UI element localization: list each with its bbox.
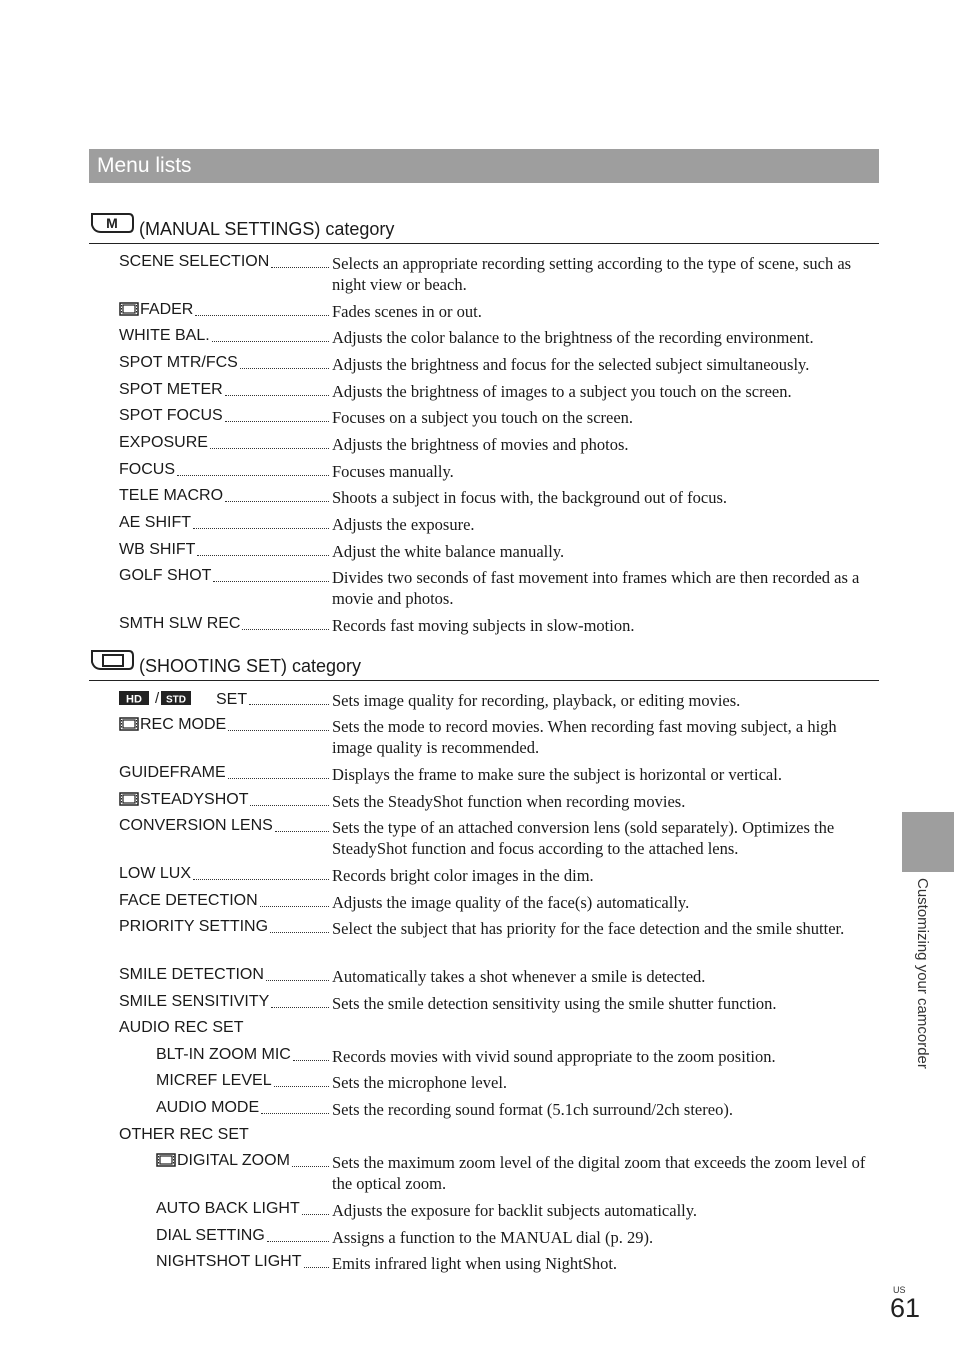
menu-item-description: Assigns a function to the MANUAL dial (p. 29).: [332, 1228, 654, 1247]
dot-leader: [304, 1267, 329, 1268]
svg-text:HD: HD: [126, 693, 142, 706]
menu-item-label-text: SPOT METER: [119, 381, 223, 398]
dot-leader: [225, 421, 329, 422]
menu-item-description: Sets the type of an attached conversion lens (sold separately). Optimizes the SteadyShot function and focus according to the attached lens.: [332, 818, 835, 858]
menu-item-description: Divides two seconds of fast movement into frames which are then recorded as a movie and photos.: [332, 568, 860, 608]
shooting-set-heading: [89, 648, 879, 681]
dot-leader: [240, 368, 329, 369]
side-tab: [902, 812, 954, 872]
dot-leader: [195, 315, 329, 316]
film-icon: [119, 717, 139, 736]
menu-item-description: Sets the maximum zoom level of the digital zoom that exceeds the zoom level of the optical zoom.: [332, 1153, 866, 1193]
menu-item-description: Adjusts the image quality of the face(s) automatically.: [332, 893, 690, 912]
menu-item-label: [119, 301, 193, 321]
menu-item-description: Sets the microphone level.: [332, 1073, 508, 1092]
menu-item-description: Sets the smile detection sensitivity using the smile shutter function.: [332, 994, 777, 1013]
manual-settings-heading: [89, 211, 879, 244]
menu-item-label: [119, 892, 258, 910]
menu-item-label: [119, 615, 240, 633]
film-icon: [156, 1153, 176, 1167]
menu-item-label: [119, 407, 223, 425]
menu-item-label-text: SPOT FOCUS: [119, 407, 223, 424]
menu-item-description: Select the subject that has priority for the face detection and the smile shutter.: [332, 919, 845, 938]
menu-item-description: Sets the SteadyShot function when recording movies.: [332, 792, 686, 811]
menu-item-description: Records fast moving subjects in slow-motion.: [332, 616, 635, 635]
menu-item-label: [119, 567, 211, 585]
menu-item-label-text: SMILE SENSITIVITY: [119, 993, 270, 1010]
menu-item-label-text: BLT-IN ZOOM MIC: [156, 1046, 291, 1063]
menu-item-label: [119, 690, 247, 711]
audio-rec-set-heading: AUDIO REC SET: [119, 1019, 244, 1036]
menu-item-label: [119, 918, 268, 936]
section-title: Menu lists: [97, 154, 192, 177]
menu-item-label-text: SCENE SELECTION: [119, 253, 270, 270]
menu-item-label-text: DIAL SETTING: [156, 1227, 265, 1244]
menu-item-description: Focuses on a subject you touch on the screen.: [332, 408, 634, 427]
hd-std-icon: [119, 690, 215, 706]
menu-item-description: Emits infrared light when using NightShot.: [332, 1254, 618, 1273]
menu-item-label: [119, 381, 223, 399]
menu-item-label-text: FOCUS: [119, 461, 175, 478]
section-title-bar: [89, 149, 879, 183]
dot-leader: [228, 778, 329, 779]
dot-leader: [197, 555, 329, 556]
film-icon: [119, 792, 139, 806]
menu-item-label: [119, 993, 269, 1011]
dot-leader: [302, 1214, 329, 1215]
menu-item-description: Adjust the white balance manually.: [332, 542, 565, 561]
menu-item-label: [119, 865, 191, 883]
menu-item-label-text: AE SHIFT: [119, 514, 192, 531]
menu-item-label-text: TELE MACRO: [119, 487, 224, 504]
menu-item-label-text: WHITE BAL.: [119, 327, 210, 344]
dot-leader: [275, 831, 329, 832]
menu-item-label: [119, 966, 264, 984]
dot-leader: [274, 1086, 329, 1087]
menu-item-description: Adjusts the color balance to the brightness of the recording environment.: [332, 328, 814, 347]
menu-item-label: [156, 1152, 290, 1172]
menu-item-label: [119, 253, 269, 271]
film-icon: [119, 717, 139, 731]
dot-leader: [210, 448, 329, 449]
page-number: 61: [890, 1293, 921, 1323]
dot-leader: [292, 1166, 329, 1167]
other-rec-set-heading: OTHER REC SET: [119, 1126, 249, 1143]
dot-leader: [225, 501, 329, 502]
dot-leader: [193, 528, 329, 529]
film-icon: [119, 302, 139, 321]
menu-item-description: Selects an appropriate recording setting according to the type of scene, such as night view or beach.: [332, 254, 852, 294]
dot-leader: [266, 980, 329, 981]
film-icon: [119, 302, 139, 316]
menu-item-label: [156, 1200, 300, 1218]
menu-item-description: Adjusts the exposure.: [332, 515, 475, 534]
menu-item-label-text: STEADYSHOT: [140, 791, 249, 808]
svg-text:STD: STD: [166, 694, 186, 706]
menu-item-label-text: LOW LUX: [119, 865, 192, 882]
menu-item-label-text: SMTH SLW REC: [119, 615, 241, 632]
menu-item-label: [119, 434, 208, 452]
menu-item-label-text: PRIORITY SETTING: [119, 918, 269, 935]
svg-text:M: M: [106, 215, 118, 231]
menu-item-description: Adjusts the brightness of movies and photos.: [332, 435, 629, 454]
dot-leader: [177, 475, 329, 476]
dot-leader: [270, 932, 329, 933]
menu-item-label: [119, 514, 191, 532]
dot-leader: [250, 805, 329, 806]
menu-item-description: Fades scenes in or out.: [332, 302, 482, 321]
dot-leader: [193, 879, 329, 880]
dot-leader: [213, 581, 329, 582]
menu-item-label-text: MICREF LEVEL: [156, 1072, 272, 1089]
manual-heading-text: (MANUAL SETTINGS) category: [139, 219, 395, 239]
menu-item-label-text: AUDIO MODE: [156, 1099, 260, 1116]
menu-item-label-text: AUTO BACK LIGHT: [156, 1200, 300, 1217]
menu-item-label: [119, 764, 226, 782]
menu-item-description: Displays the frame to make sure the subject is horizontal or vertical.: [332, 765, 782, 784]
film-icon: [156, 1153, 176, 1172]
menu-item-label-text: NIGHTSHOT LIGHT: [156, 1253, 302, 1270]
menu-item-label: [119, 817, 273, 835]
menu-item-label: [119, 487, 223, 505]
menu-item-label: [119, 354, 238, 372]
menu-item-label-text: FADER: [140, 301, 194, 318]
menu-item-label-text: WB SHIFT: [119, 541, 196, 558]
menu-item-label-text: SMILE DETECTION: [119, 966, 264, 983]
dot-leader: [271, 1007, 329, 1008]
dot-leader: [271, 267, 329, 268]
menu-item-label-text: SPOT MTR/FCS: [119, 354, 238, 371]
menu-item-description: Adjusts the brightness and focus for the selected subject simultaneously.: [332, 355, 810, 374]
menu-item-description: Sets the mode to record movies. When recording fast moving subject, a high image quality is recommended.: [332, 717, 837, 757]
dot-leader: [267, 1241, 329, 1242]
dot-leader: [242, 629, 329, 630]
menu-item-label: [156, 1253, 302, 1271]
menu-item-label: [156, 1072, 272, 1090]
film-icon: [119, 792, 139, 811]
menu-item-description: Sets image quality for recording, playback, or editing movies.: [332, 691, 741, 710]
menu-item-label: [119, 461, 175, 479]
menu-item-label: [156, 1099, 259, 1117]
menu-item-label-text: SET: [216, 691, 248, 708]
menu-item-label-text: GOLF SHOT: [119, 567, 212, 584]
menu-item-label-text: DIGITAL ZOOM: [177, 1152, 290, 1169]
menu-item-label: [119, 327, 210, 345]
menu-item-description: Focuses manually.: [332, 462, 454, 481]
side-tab-text: Customizing your camcorder: [914, 878, 931, 1069]
menu-item-label: [119, 791, 248, 811]
dot-leader: [260, 906, 329, 907]
menu-item-label-text: EXPOSURE: [119, 434, 208, 451]
menu-item-label-text: CONVERSION LENS: [119, 817, 273, 834]
dot-leader: [261, 1113, 329, 1114]
dot-leader: [212, 341, 329, 342]
menu-item-label-text: REC MODE: [140, 716, 227, 733]
dot-leader: [225, 395, 329, 396]
menu-item-description: Records bright color images in the dim.: [332, 866, 594, 885]
menu-item-label: [119, 541, 195, 559]
svg-text:/: /: [155, 690, 160, 706]
menu-item-description: Adjusts the brightness of images to a subject you touch on the screen.: [332, 382, 792, 401]
menu-item-label-text: FACE DETECTION: [119, 892, 258, 909]
menu-item-description: Adjusts the exposure for backlit subjects automatically.: [332, 1201, 698, 1220]
menu-item-description: Sets the recording sound format (5.1ch surround/2ch stereo).: [332, 1100, 733, 1119]
menu-item-label: [156, 1227, 265, 1245]
menu-item-description: Shoots a subject in focus with, the background out of focus.: [332, 488, 728, 507]
menu-item-label: [119, 716, 226, 736]
shooting-camera-icon: [89, 648, 135, 674]
menu-item-description: Automatically takes a shot whenever a smile is detected.: [332, 967, 706, 986]
menu-item-description: Records movies with vivid sound appropriate to the zoom position.: [332, 1047, 776, 1066]
dot-leader: [293, 1060, 329, 1061]
menu-item-label: [156, 1046, 291, 1064]
menu-item-label-text: GUIDEFRAME: [119, 764, 226, 781]
dot-leader: [249, 704, 329, 705]
shooting-heading-text: (SHOOTING SET) category: [139, 656, 362, 676]
dot-leader: [228, 730, 329, 731]
manual-camera-icon: [89, 211, 135, 237]
page-region: US: [893, 1285, 906, 1295]
hd-std-icon: [119, 690, 215, 711]
